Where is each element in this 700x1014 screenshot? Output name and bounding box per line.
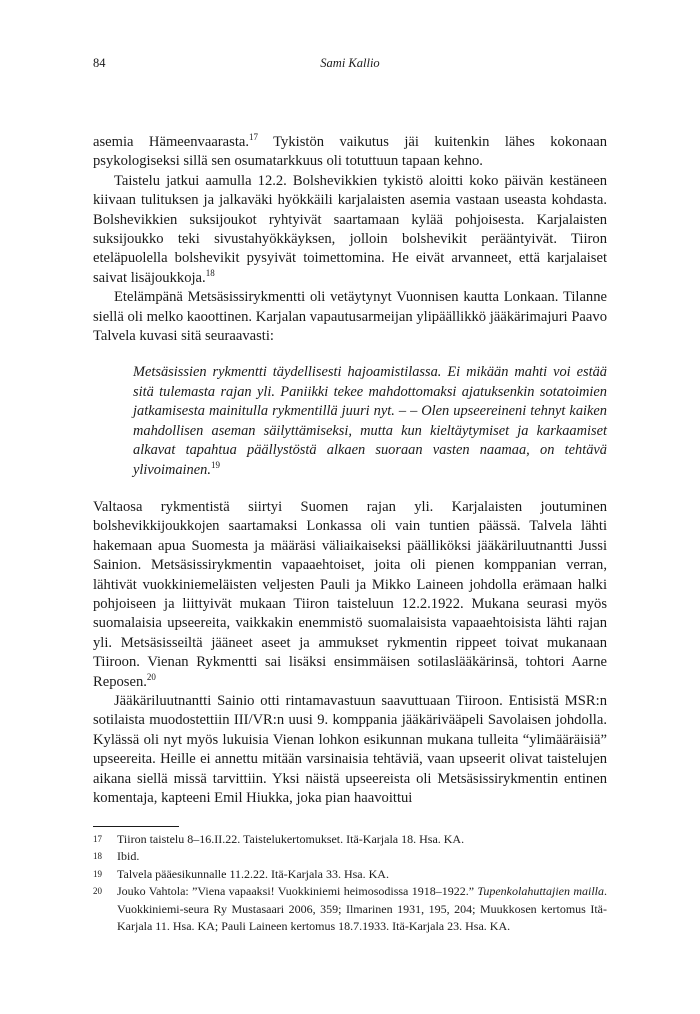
paragraph-1-text: asemia Hämeenvaarasta. <box>93 134 250 150</box>
footnote-number: 19 <box>93 868 102 879</box>
footnote-number: 17 <box>93 834 102 844</box>
footnote-number: 18 <box>93 851 102 862</box>
block-quote-text: Metsäsissien rykmentti täydellisesti hajoamistilassa. Ei mikään mahti voi estää sitä tulemasta rajan yli. Paniikki tekee mahdottomaksi ajatuksenkin sotatoimien jatkamisesta mainitulla rykmentillä juuri nyt. – – Olen upseereineni tehnyt kaiken mahdollisen aseman säilyttämiseksi, mutta kun kieltäytymiset ja karkaamiset alkavat tapahtua päällystöstä alkaen suoraan vasten naamaa, on tehtävä ylivoimainen. <box>133 364 607 478</box>
footnote-ref-20: 20 <box>146 671 156 682</box>
footnote-rule <box>93 826 179 827</box>
running-title: Sami Kallio <box>320 56 380 70</box>
paragraph-4 <box>93 498 607 692</box>
footnote-18 <box>93 848 607 865</box>
footnote-20 <box>93 883 607 935</box>
footnote-ref-18: 18 <box>205 267 215 278</box>
paragraph-1-rest: Tykistön vaikutus jäi kuitenkin lähes kokonaan psykologiseksi sillä sen osumatarkkuus oli totuttuun tapaan kehno. <box>93 134 607 170</box>
footnotes <box>93 826 607 935</box>
page-number: 84 <box>93 56 106 70</box>
footnote-text <box>117 884 607 933</box>
main-text <box>93 133 607 808</box>
paragraph-5: Jääkäriluutnantti Sainio otti rintamavastuun saavuttuaan Tiiroon. Entisistä MSR:n sotilaista muodostettiin III/VR:n uusi 9. komppania jääkärivääpeli Savolaisen johdolla. Kylässä oli nyt myös lukuisia Vienan lohkon esikunnan mukana tulleita “ylimääräisiä” upseereita. Heille ei annettu mitään varsinaisia tehtäviä, vaan upseerit olivat taistelujen aikana siellä missä tarvittiin. Yksi näistä upseereista oli Metsäsissirykmentin entinen komentaja, kapteeni Emil Hiukka, joka pian haavoittui <box>93 692 607 806</box>
block-quote <box>133 363 607 479</box>
footnote-text: Talvela pääesikunnalle 11.2.22. Itä-Karjala 33. Hsa. KA. <box>117 866 389 881</box>
paragraph-2-text: Taistelu jatkui aamulla 12.2. Bolshevikkien tykistö aloitti koko päivän kestäneen kiivaan tulituksen ja jalkaväki hyökkäili karjalaisten asemia vastaan useasta kohdasta. Bolshevikkien suksijoukot ryhtyivät saartamaan kylää pohjoisesta. Karjalaisten suksijoukko teki sivustahyökkäyksen, jolloin bolshevikit perääntyivät. Tiiron eteläpuolella bolshevikit pysyivät toimettomina. He eivät arvanneet, että karjalaiset saivat lisäjoukkoja. <box>93 172 607 286</box>
footnote-text-part: . Vuokkiniemi-seura Ry Mustasaari 2006, 359; Ilmarinen 1931, 195, 204; Muukkosen kertomus Itä-Karjala 11. Hsa. KA; Pauli Laineen kertomus 18.7.1933. Itä-Karjala 23. Hsa. KA. <box>117 884 607 934</box>
paragraph-2 <box>93 172 607 288</box>
footnote-17 <box>93 831 607 848</box>
footnote-text: Tiiron taistelu 8–16.II.22. Taistelukertomukset. Itä-Karjala 18. Hsa. KA. <box>117 832 465 846</box>
footnote-text: Ibid. <box>117 849 140 864</box>
footnote-ref-17: 17 <box>249 132 259 143</box>
footnote-text-part: Jouko Vahtola: ”Viena vapaaksi! Vuokkiniemi heimosodissa 1918–1922.” <box>117 884 478 899</box>
paragraph-3: Etelämpänä Metsäsissirykmentti oli vetäytynyt Vuonnisen kautta Lonkaan. Tilanne siellä oli melko kaoottinen. Karjalan vapautusarmeijan ylipäällikkö jääkärimajuri Paavo Talvela kuvasi sitä seuraavasti: <box>93 289 607 345</box>
paragraph-4-text: Valtaosa rykmentistä siirtyi Suomen rajan yli. Karjalaisten joutuminen bolshevikkijoukkojen saartamaksi Lonkassa oli vain tuntien päässä. Talvela lähti hakemaan apua Suomesta ja määräsi väliaikaiseksi päälliköksi jääkäriluutnantti Jussi Sainion. Metsäsissirykmentin vapaaehtoiset, joita oli pienen komppanian verran, lähtivät vuokkiniemeläisten veljesten Pauli ja Mikko Laineen johdolla erämaan halki pohjoiseen ja liittyivät mukaan Tiiron taisteluun 12.2.1922. Mukana seurasi myös suomalaisia upseereita, vaikkakin enemmistö suomalaisista vapaaehtoisista lähti rajan yli. Metsäsisseiltä jääneet aseet ja ammukset rykmentin rippeet toivat mukanaan Tiiroon. Vienan Rykmentti sai lisäksi ensimmäisen sotilaslääkärinsä, tohtori Aarne Reposen. <box>93 498 607 690</box>
footnote-19 <box>93 866 607 883</box>
footnote-number: 20 <box>93 886 102 897</box>
footnote-ref-19: 19 <box>210 459 220 470</box>
paragraph-1 <box>93 133 607 172</box>
page-header <box>93 56 607 74</box>
footnote-title-italic: Tupenkolahuttajien mailla <box>477 884 604 899</box>
